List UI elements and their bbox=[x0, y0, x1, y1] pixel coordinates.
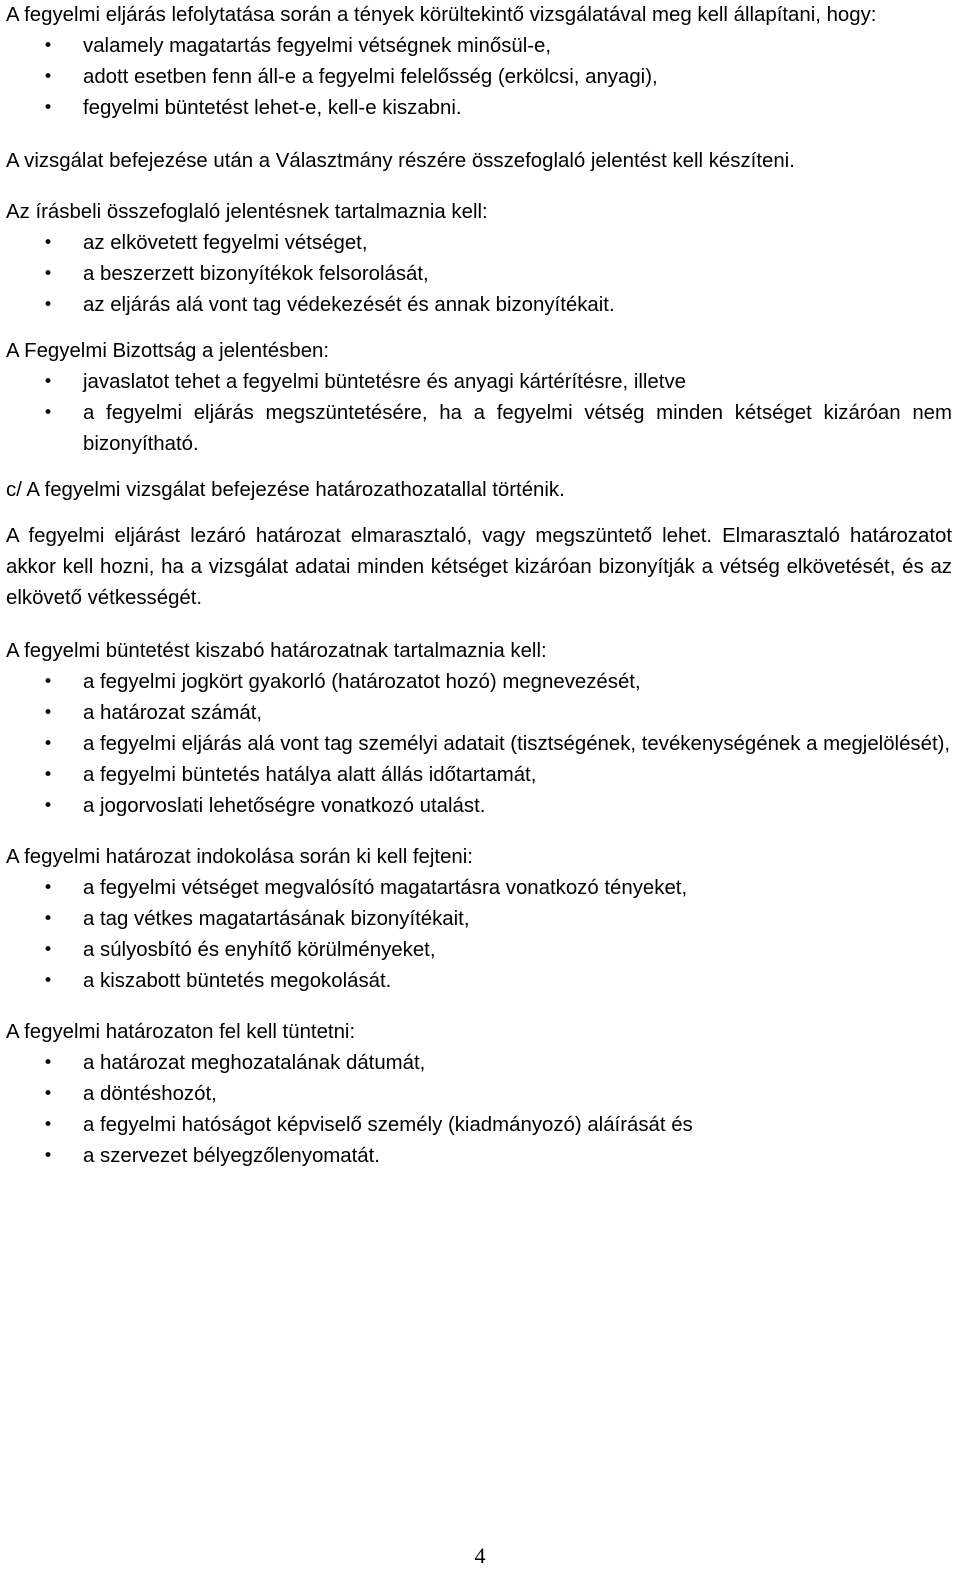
list-item: • a szervezet bélyegzőlenyomatát. bbox=[6, 1141, 952, 1172]
list-item: • fegyelmi büntetést lehet-e, kell-e kiszabni. bbox=[6, 93, 952, 124]
list-committee-options bbox=[6, 367, 952, 460]
list-justification bbox=[6, 873, 952, 997]
list-item: • a fegyelmi büntetés hatálya alatt állás időtartamát, bbox=[6, 760, 952, 791]
list-item: • adott esetben fenn áll-e a fegyelmi felelősség (erkölcsi, anyagi), bbox=[6, 62, 952, 93]
list-item: • javaslatot tehet a fegyelmi büntetésre és anyagi kártérítésre, illetve bbox=[6, 367, 952, 398]
list-investigation-goals bbox=[6, 31, 952, 124]
list-item: • a fegyelmi eljárás alá vont tag személyi adatait (tisztségének, tevékenységének a megjelölését), bbox=[6, 729, 952, 760]
list-item: • a fegyelmi jogkört gyakorló (határozatot hozó) megnevezését, bbox=[6, 667, 952, 698]
paragraph-report: A vizsgálat befejezése után a Választmány részére összefoglaló jelentést kell készíteni. bbox=[6, 150, 795, 172]
paragraph-intro: A fegyelmi eljárás lefolytatása során a tények körültekintő vizsgálatával meg kell állapítani, hogy: bbox=[6, 4, 877, 26]
list-item: • a fegyelmi eljárás megszüntetésére, ha a fegyelmi vétség minden kétséget kizáróan nem bizonyítható. bbox=[6, 398, 952, 460]
list-report-contents bbox=[6, 228, 952, 321]
paragraph-decision: c/ A fegyelmi vizsgálat befejezése határozathozatallal történik. bbox=[6, 479, 565, 501]
list-item: • a döntéshozót, bbox=[6, 1079, 952, 1110]
list-item: • a tag vétkes magatartásának bizonyítékait, bbox=[6, 904, 952, 935]
paragraph-indicated: A fegyelmi határozaton fel kell tüntetni: bbox=[6, 1021, 356, 1043]
list-item: • a súlyosbító és enyhítő körülményeket, bbox=[6, 935, 952, 966]
list-verdict-contents bbox=[6, 667, 952, 822]
list-item: • a kiszabott büntetés megokolását. bbox=[6, 966, 952, 997]
list-item: • a beszerzett bizonyítékok felsorolását, bbox=[6, 259, 952, 290]
list-item: • az eljárás alá vont tag védekezését és annak bizonyítékait. bbox=[6, 290, 952, 321]
list-item: • a határozat számát, bbox=[6, 698, 952, 729]
list-item: • a jogorvoslati lehetőségre vonatkozó utalást. bbox=[6, 791, 952, 822]
list-item: • a fegyelmi vétséget megvalósító magatartásra vonatkozó tényeket, bbox=[6, 873, 952, 904]
paragraph-justification: A fegyelmi határozat indokolása során ki kell fejteni: bbox=[6, 846, 473, 868]
paragraph-report-contents: Az írásbeli összefoglaló jelentésnek tartalmaznia kell: bbox=[6, 201, 488, 223]
list-indicated bbox=[6, 1048, 952, 1172]
list-item: • az elkövetett fegyelmi vétséget, bbox=[6, 228, 952, 259]
list-item: • a fegyelmi hatóságot képviselő személy (kiadmányozó) aláírását és bbox=[6, 1110, 952, 1141]
list-item: • valamely magatartás fegyelmi vétségnek minősül-e, bbox=[6, 31, 952, 62]
paragraph-verdict: A fegyelmi eljárást lezáró határozat elmarasztaló, vagy megszüntető lehet. Elmarasztaló határozatot akkor kell hozni, ha a vizsgálat adatai minden kétséget kizáróan bizonyítják a vétség elkövetését, és az elkövető vétkességét. bbox=[6, 525, 952, 609]
list-item: • a határozat meghozatalának dátumát, bbox=[6, 1048, 952, 1079]
page-number: 4 bbox=[474, 1543, 486, 1568]
paragraph-committee: A Fegyelmi Bizottság a jelentésben: bbox=[6, 340, 330, 362]
paragraph-verdict-contents: A fegyelmi büntetést kiszabó határozatnak tartalmaznia kell: bbox=[6, 640, 547, 662]
